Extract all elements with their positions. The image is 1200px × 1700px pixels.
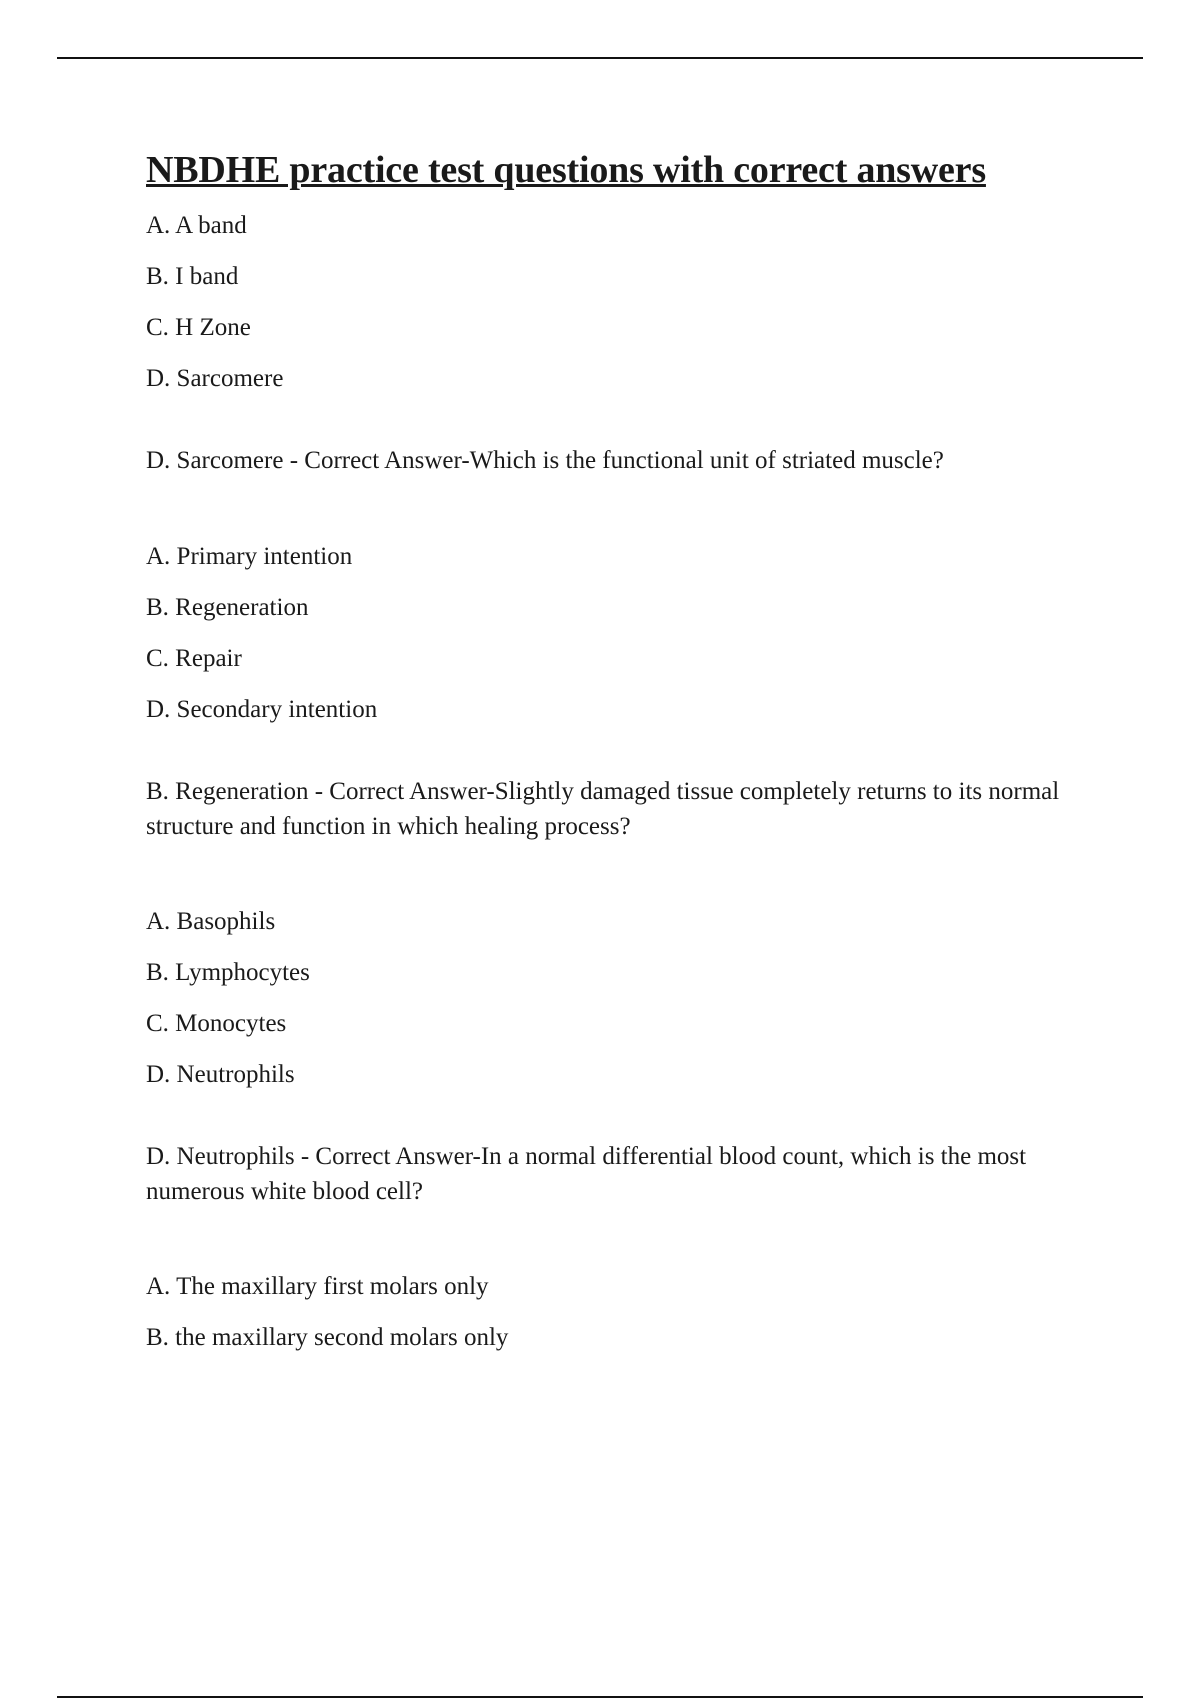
option-item: A. Primary intention <box>146 543 353 570</box>
page-content <box>146 140 1086 1373</box>
option-item: D. Sarcomere <box>146 365 284 392</box>
option-item: A. Basophils <box>146 908 276 935</box>
option-item: B. the maxillary second molars only <box>146 1324 509 1351</box>
top-rule <box>57 57 1143 59</box>
option-item: D. Neutrophils <box>146 1061 295 1088</box>
option-item: A. A band <box>146 212 247 239</box>
option-item: B. Regeneration <box>146 594 309 621</box>
question-2-answer: B. Regeneration - Correct Answer-Slightly damaged tissue completely returns to its normal structure and function in which healing process? <box>146 778 1060 840</box>
bottom-rule <box>57 1696 1143 1698</box>
question-3-answer: D. Neutrophils - Correct Answer-In a normal differential blood count, which is the most numerous white blood cell? <box>146 1143 1027 1205</box>
option-item: B. Lymphocytes <box>146 959 310 986</box>
option-item: C. H Zone <box>146 314 251 341</box>
option-item: C. Monocytes <box>146 1010 287 1037</box>
option-item: A. The maxillary first molars only <box>146 1273 489 1300</box>
option-item: C. Repair <box>146 645 242 672</box>
question-1-answer: D. Sarcomere - Correct Answer-Which is the functional unit of striated muscle? <box>146 447 944 474</box>
question-2-options <box>146 541 1086 725</box>
question-4-options <box>146 1271 1086 1353</box>
page-title: NBDHE practice test questions with correct answers <box>146 149 986 191</box>
question-3-options <box>146 906 1086 1090</box>
question-1-options <box>146 210 1086 394</box>
option-item: D. Secondary intention <box>146 696 378 723</box>
option-item: B. I band <box>146 263 239 290</box>
